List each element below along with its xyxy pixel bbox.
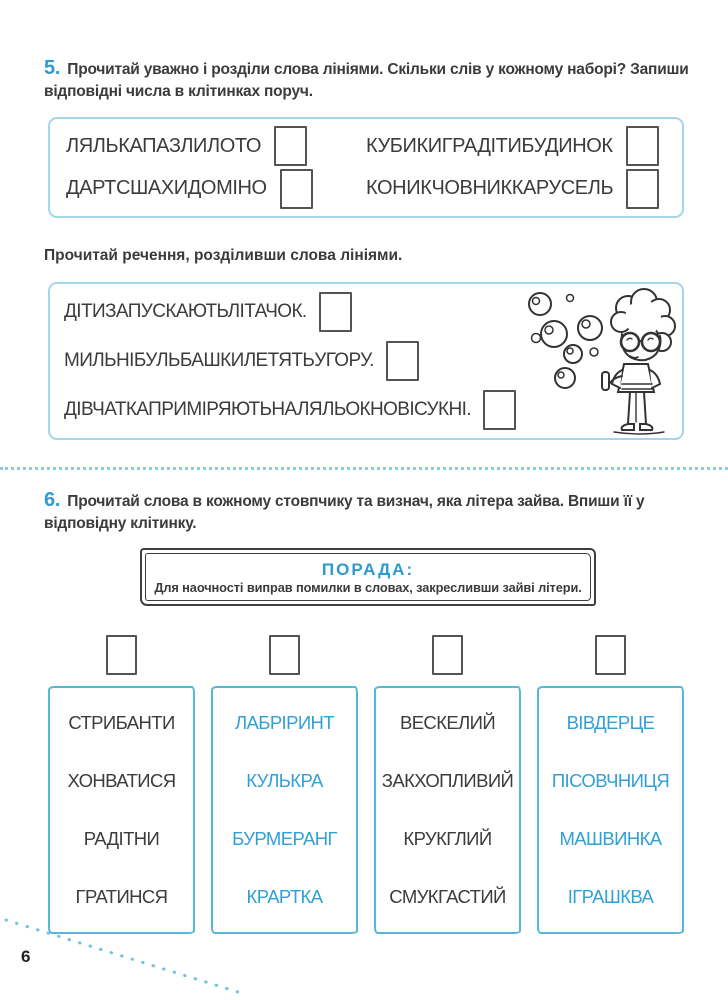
answer-count-box[interactable] (274, 126, 307, 166)
answer-count-box[interactable] (626, 169, 659, 209)
extra-letter-box-1[interactable] (106, 635, 137, 675)
tip-title: ПОРАДА: (321, 559, 415, 579)
column-word: ЛАБРІРИНТ (235, 712, 334, 733)
column-word: ПІСОВЧНИЦЯ (551, 770, 670, 791)
column-word: КРУКГЛИЙ (403, 828, 492, 849)
subtask-instruction: Прочитай речення, розділивши слова лініями. (44, 247, 403, 264)
word-set-row (366, 125, 666, 168)
sentences-box (48, 282, 684, 440)
answer-count-box[interactable] (280, 169, 313, 209)
tip-box-inner (145, 553, 591, 601)
extra-letter-box-3[interactable] (432, 635, 463, 675)
column-word: ІГРАШКВА (567, 886, 654, 907)
answer-count-box[interactable] (626, 126, 659, 166)
column-word: ВЕСКЕЛИЙ (399, 712, 496, 733)
exercise6-instruction: Прочитай слова в кожному стовпчику та визнач, яка літера зайва. Впиши її у відповідну клітинку. (44, 493, 645, 532)
word-set-text: КОНИКЧОВНИККАРУСЕЛЬ (366, 177, 614, 200)
exercise5-number: 5. (44, 57, 61, 79)
word-set-row (66, 168, 366, 211)
child-blowing-bubbles-illustration (518, 286, 676, 436)
word-set-text: ДАРТСШАХИДОМІНО (66, 177, 267, 200)
word-column-2 (211, 686, 358, 934)
column-word: КУЛЬКРА (246, 770, 323, 791)
word-columns (48, 686, 684, 934)
sentence-text: ДІВЧАТКАПРИМІРЯЮТЬНАЛЯЛЬОКНОВІСУКНІ. (64, 398, 471, 420)
answer-count-box[interactable] (483, 390, 516, 430)
tip-text: Для наочності виправ помилки в словах, закресливши зайві літери. (154, 579, 582, 595)
exercise5-instruction: Прочитай уважно і розділи слова лініями. Скільки слів у кожному наборі? Запиши відповідні числа в клітинках поруч. (44, 61, 689, 100)
column-word: ВІВДЕРЦЕ (566, 712, 655, 733)
page-number: 6 (21, 947, 31, 966)
word-column-1 (48, 686, 195, 934)
extra-letter-box-2[interactable] (269, 635, 300, 675)
dotted-separator (0, 467, 728, 470)
word-column-3 (374, 686, 521, 934)
column-word: РАДІТНИ (83, 828, 160, 849)
tip-box (140, 548, 596, 606)
column-word: МАШВИНКА (559, 828, 662, 849)
answer-count-box[interactable] (319, 292, 352, 332)
column-word: СМУКГАСТИЙ (389, 886, 506, 907)
sentence-text: ДІТИЗАПУСКАЮТЬЛІТАЧОК. (64, 301, 307, 323)
column-word: ЗАКХОПЛИВИЙ (381, 770, 514, 791)
sentence-text: МИЛЬНІБУЛЬБАШКИЛЕТЯТЬУГОРУ. (64, 349, 374, 371)
exercise6-number: 6. (44, 489, 61, 511)
word-set-text: ЛЯЛЬКАПАЗЛИЛОТО (66, 134, 261, 157)
column-word: СТРИБАНТИ (68, 712, 175, 733)
word-set-row (66, 125, 366, 168)
extra-letter-box-4[interactable] (595, 635, 626, 675)
word-column-4 (537, 686, 684, 934)
column-word: КРАРТКА (246, 886, 323, 907)
column-word: БУРМЕРАНГ (232, 828, 337, 849)
column-word: ГРАТИНСЯ (75, 886, 168, 907)
word-set-row (366, 168, 666, 211)
exercise6-header (44, 489, 694, 535)
answer-count-box[interactable] (386, 341, 419, 381)
word-set-text: КУБИКИГРАДІТИБУДИНОК (366, 134, 613, 157)
corner-dotted-line (0, 912, 250, 1000)
word-sets-box (48, 117, 684, 218)
column-word: ХОНВАТИСЯ (67, 770, 176, 791)
extra-letter-answer-row (48, 635, 684, 675)
exercise5-header (44, 57, 694, 103)
